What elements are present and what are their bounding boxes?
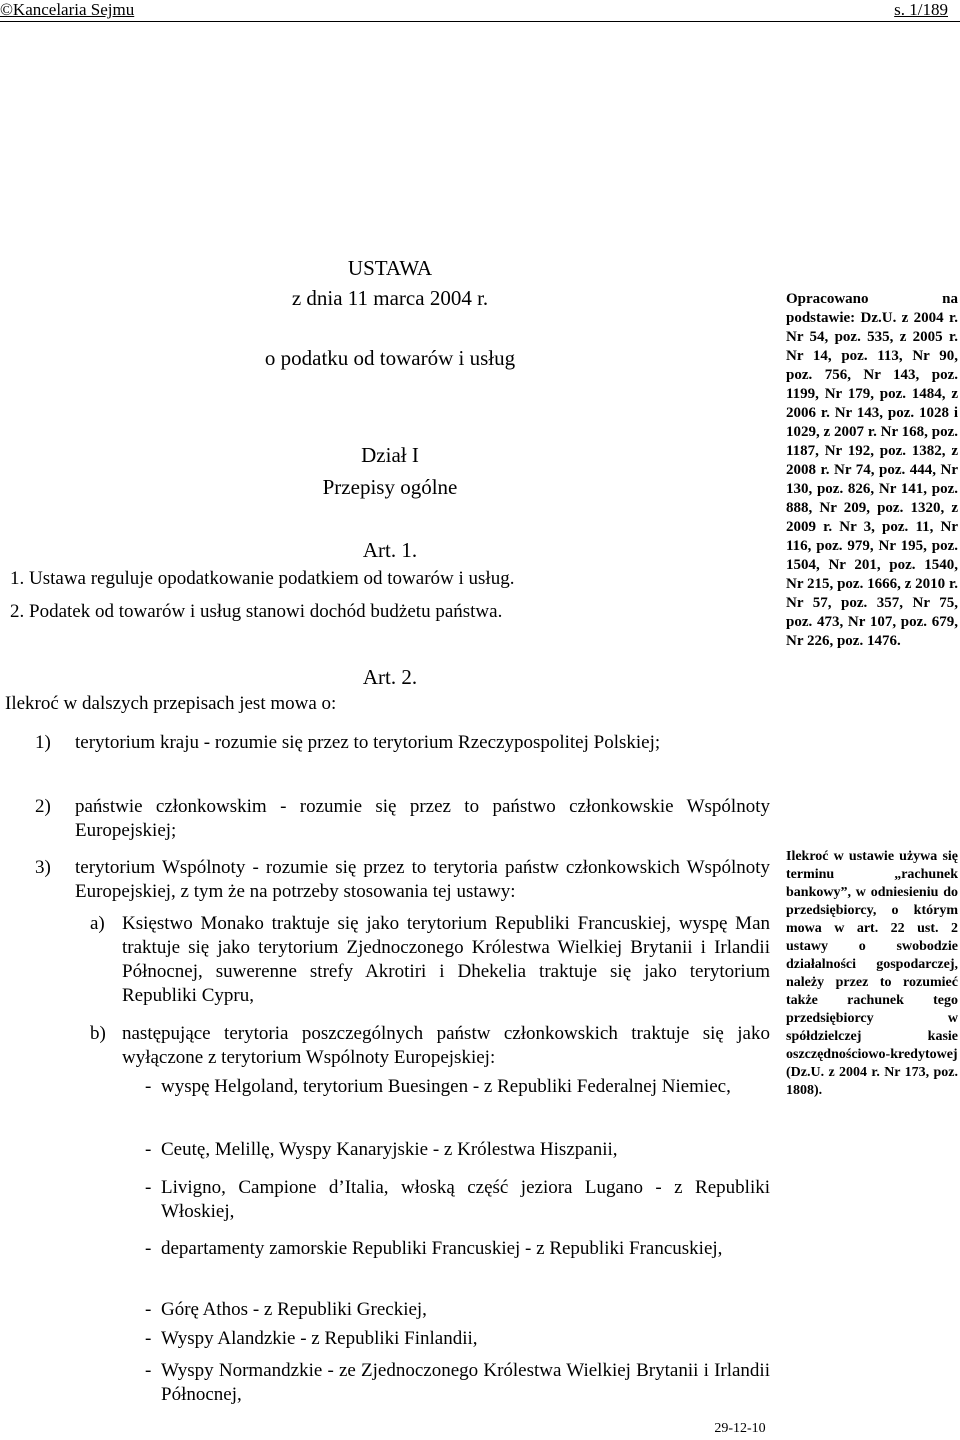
margin-note-source: Opracowano na podstawie: Dz.U. z 2004 r. Nr 54, poz. 535, z 2005 r. Nr 14, poz. 113, Nr 90, poz. 756, Nr 143, poz. 1199, Nr 179, poz. 1484, z 2006 r. Nr 143, poz. 1028 i 1029, z 2007 r. Nr 168, poz. 1187, Nr 192, poz. 1382, z 2008 r. Nr 74, poz. 444, Nr 130, poz. 826, Nr 141, poz. 888, Nr 209, poz. 1320, z 2009 r. Nr 3, poz. 11, Nr 116, poz. 979, Nr 195, poz. 1504, Nr 201, poz. 1540, Nr 215, poz. 1666, z 2010 r. Nr 57, poz. 357, Nr 75, poz. 473, Nr 107, poz. 679, Nr 226, poz. 1476. (786, 291, 958, 649)
art2-intro: Ilekroć w dalszych przepisach jest mowa o: (5, 693, 337, 714)
dash-mark: - (145, 1177, 152, 1198)
dash-text: wyspę Helgoland, terytorium Buesingen - z Republiki Federalnej Niemiec, (161, 1076, 731, 1097)
dash-item (145, 1138, 770, 1162)
subitem-text: Księstwo Monako traktuje się jako terytorium Republiki Francuskiej, wyspę Man traktuje się jako terytorium Zjednoczonego Królestwa Wielkiej Brytanii i Irlandii Północnej, suwerenne strefy Akrotiri i Dhekelia traktuje się jako terytorium Republiki Cypru, (122, 913, 770, 1006)
item-number: 1) (35, 732, 51, 753)
subitem-letter: b) (90, 1023, 106, 1044)
item-text: terytorium Wspólnoty - rozumie się przez to terytoria państw członkowskich Wspólnoty Europejskiej, z tym że na potrzeby stosowania tej ustawy: (75, 857, 770, 902)
dash-text: departamenty zamorskie Republiki Francuskiej - z Republiki Francuskiej, (161, 1238, 723, 1259)
dash-item (145, 1075, 770, 1099)
dash-text: Wyspy Alandzkie - z Republiki Finlandii, (161, 1328, 478, 1349)
dash-item (145, 1176, 770, 1224)
subitem-b (90, 1022, 770, 1070)
division-title: Przepisy ogólne (322, 475, 458, 499)
act-subject: o podatku od towarów i usług (264, 346, 516, 370)
dash-item (145, 1298, 770, 1322)
art1-heading: Art. 1. (362, 538, 418, 562)
dash-mark: - (145, 1360, 152, 1381)
subitem-text: następujące terytoria poszczególnych państw członkowskich traktuje się jako wyłączone z terytorium Wspólnoty Europejskiej: (122, 1023, 770, 1068)
item-number: 3) (35, 857, 51, 878)
dash-mark: - (145, 1076, 152, 1097)
header-rule (0, 21, 960, 22)
art2-heading: Art. 2. (362, 665, 418, 689)
act-date: z dnia 11 marca 2004 r. (291, 286, 489, 310)
dash-item (145, 1359, 770, 1407)
subitem-a (90, 912, 770, 1008)
item-text: państwie członkowskim - rozumie się przez to państwo członkowskie Wspólnoty Europejskiej; (75, 796, 770, 841)
dash-item (145, 1327, 770, 1351)
art2-item-3 (35, 856, 770, 904)
art2-item-1 (35, 731, 770, 755)
art2-item-2 (35, 795, 770, 843)
footer-date: 29-12-10 (714, 1421, 766, 1436)
dash-text: Livigno, Campione d’Italia, włoską część jeziora Lugano - z Republiki Włoskiej, (161, 1177, 770, 1222)
header-source: ©Kancelaria Sejmu (0, 0, 135, 19)
dash-item (145, 1237, 770, 1261)
item-number: 2) (35, 796, 51, 817)
dash-text: Wyspy Normandzkie - ze Zjednoczonego Królestwa Wielkiej Brytanii i Irlandii Północnej, (161, 1360, 770, 1405)
item-text: terytorium kraju - rozumie się przez to terytorium Rzeczypospolitej Polskiej; (75, 732, 661, 753)
dash-text: Górę Athos - z Republiki Greckiej, (161, 1299, 427, 1320)
act-title: USTAWA (347, 256, 433, 280)
margin-note-bank-account: Ilekroć w ustawie używa się terminu „rachunek bankowy”, w odniesieniu do przedsiębiorcy, o którym mowa w art. 22 ust. 2 ustawy o swobodzie działalności gospodarczej, należy przez to rozumieć także rachunek tego przedsiębiorcy w spółdzielczej kasie oszczędnościowo-kredytowej (Dz.U. z 2004 r. Nr 173, poz. 1808). (786, 849, 958, 1098)
art1-paragraph-1: 1. Ustawa reguluje opodatkowanie podatkiem od towarów i usług. (10, 568, 515, 589)
art1-paragraph-2: 2. Podatek od towarów i usług stanowi dochód budżetu państwa. (10, 601, 503, 622)
dash-text: Ceutę, Melillę, Wyspy Kanaryjskie - z Królestwa Hiszpanii, (161, 1139, 618, 1160)
division-number: Dział I (361, 443, 419, 467)
dash-mark: - (145, 1328, 152, 1349)
dash-mark: - (145, 1238, 152, 1259)
dash-mark: - (145, 1139, 152, 1160)
page-number: s. 1/189 (894, 0, 948, 19)
dash-mark: - (145, 1299, 152, 1320)
subitem-letter: a) (90, 913, 105, 934)
